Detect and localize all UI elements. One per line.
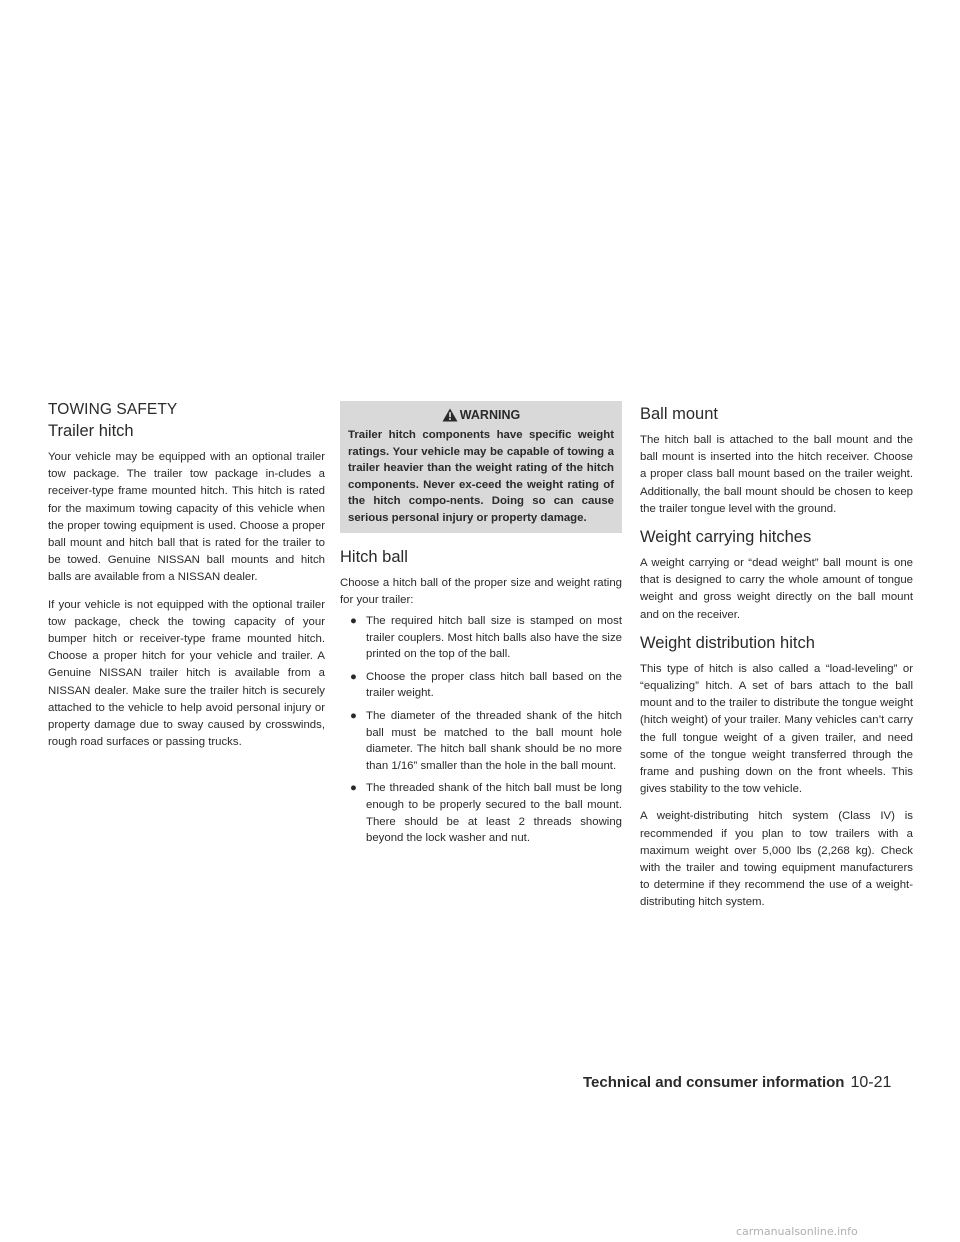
warning-box	[340, 401, 622, 533]
list-item: ● The threaded shank of the hitch ball must be long enough to be properly secured to the ball mount. There should be at least 2 threads showing beyond the lock washer and nut.	[350, 782, 622, 845]
page-number: 10-21	[850, 1074, 892, 1091]
column-2	[340, 401, 622, 853]
list-item: ● Choose the proper class hitch ball based on the trailer weight.	[350, 670, 622, 700]
warning-triangle-icon	[442, 408, 458, 422]
ball-mount-text: The hitch ball is attached to the ball mount and the ball mount is inserted into the hitch receiver. Choose a proper class ball mount based on the trailer weight. Additionally, the ball mount should be chosen to keep the trailer tongue level with the ground.	[640, 434, 913, 515]
page-footer	[583, 1074, 913, 1092]
hitch-ball-intro: Choose a hitch ball of the proper size and weight rating for your trailer:	[340, 576, 622, 606]
column-1	[48, 401, 325, 761]
bullet-icon: ●	[350, 782, 357, 795]
warning-header	[348, 406, 614, 424]
ball-mount-heading: Ball mount	[640, 405, 718, 423]
watermark: carmanualsonline.info	[736, 1225, 858, 1238]
list-item: ● The required hitch ball size is stamped on most trailer couplers. Most hitch balls also have the size printed on the top of the ball.	[350, 614, 622, 661]
bullet-icon: ●	[350, 670, 357, 683]
weight-distribution-heading: Weight distribution hitch	[640, 633, 815, 652]
column-3	[640, 405, 913, 922]
bullet-icon: ●	[350, 614, 357, 627]
bullet-icon: ●	[350, 709, 357, 722]
weight-carrying-text: A weight carrying or “dead weight” ball mount is one that is designed to carry the whole amount of tongue weight and gross weight directly on the ball mount and on the receiver.	[640, 557, 913, 621]
section-title: TOWING SAFETY	[48, 401, 178, 418]
footer-section-name: Technical and consumer information	[583, 1074, 845, 1091]
warning-text: Trailer hitch components have specific weight ratings. Your vehicle may be capable of towing a trailer heavier than the weight rating of the hitch components. Never ex-ceed the weight rating of the hitch compo-nents. Doing so can cause serious personal injury or property damage.	[348, 429, 614, 524]
warning-label: WARNING	[459, 408, 521, 422]
trailer-hitch-paragraph-2: If your vehicle is not equipped with the optional trailer tow package, check the towing capacity of your bumper hitch or receiver-type frame mounted hitch. Choose a proper hitch for your vehicle and trailer. A Genuine NISSAN trailer hitch is available from a NISSAN dealer. Make sure the trailer hitch is securely attached to the vehicle to help avoid personal injury or property damage due to sway caused by crosswinds, rough road surfaces or passing trucks.	[48, 598, 325, 749]
hitch-ball-heading: Hitch ball	[340, 547, 408, 566]
trailer-hitch-paragraph-1: Your vehicle may be equipped with an optional trailer tow package. The trailer tow package in-cludes a receiver-type frame mounted hitch. This hitch is rated for the maximum towing capacity of this vehicle when the proper towing equipment is used. Choose a proper ball mount and hitch ball that is rated for the trailer to be towed. Genuine NISSAN ball mounts and hitch balls are available from a NISSAN dealer.	[48, 451, 325, 584]
trailer-hitch-heading: Trailer hitch	[48, 422, 134, 440]
list-item: ● The diameter of the threaded shank of the hitch ball must be matched to the ball mount hole diameter. The hitch ball shank should be no more than 1/16” smaller than the hole in the ball mount.	[350, 709, 622, 772]
weight-carrying-heading: Weight carrying hitches	[640, 528, 812, 547]
weight-distribution-paragraph-2: A weight-distributing hitch system (Class IV) is recommended if you plan to tow trailers with a maximum weight over 5,000 lbs (2,268 kg). Check with the trailer and towing equipment manufacturers to determine if they recommend the use of a weight-distributing hitch system.	[640, 810, 913, 909]
hitch-ball-list	[340, 613, 622, 847]
weight-distribution-paragraph-1: This type of hitch is also called a “load-leveling” or “equalizing” hitch. A set of bars attach to the ball mount and to the trailer to distribute the tongue weight (hitch weight) of your trailer. Many vehicles can’t carry the full tongue weight of a given trailer, and need some of the tongue weight transferred through the frame and pushing down on the front wheels. This gives stability to the tow vehicle.	[640, 662, 913, 796]
